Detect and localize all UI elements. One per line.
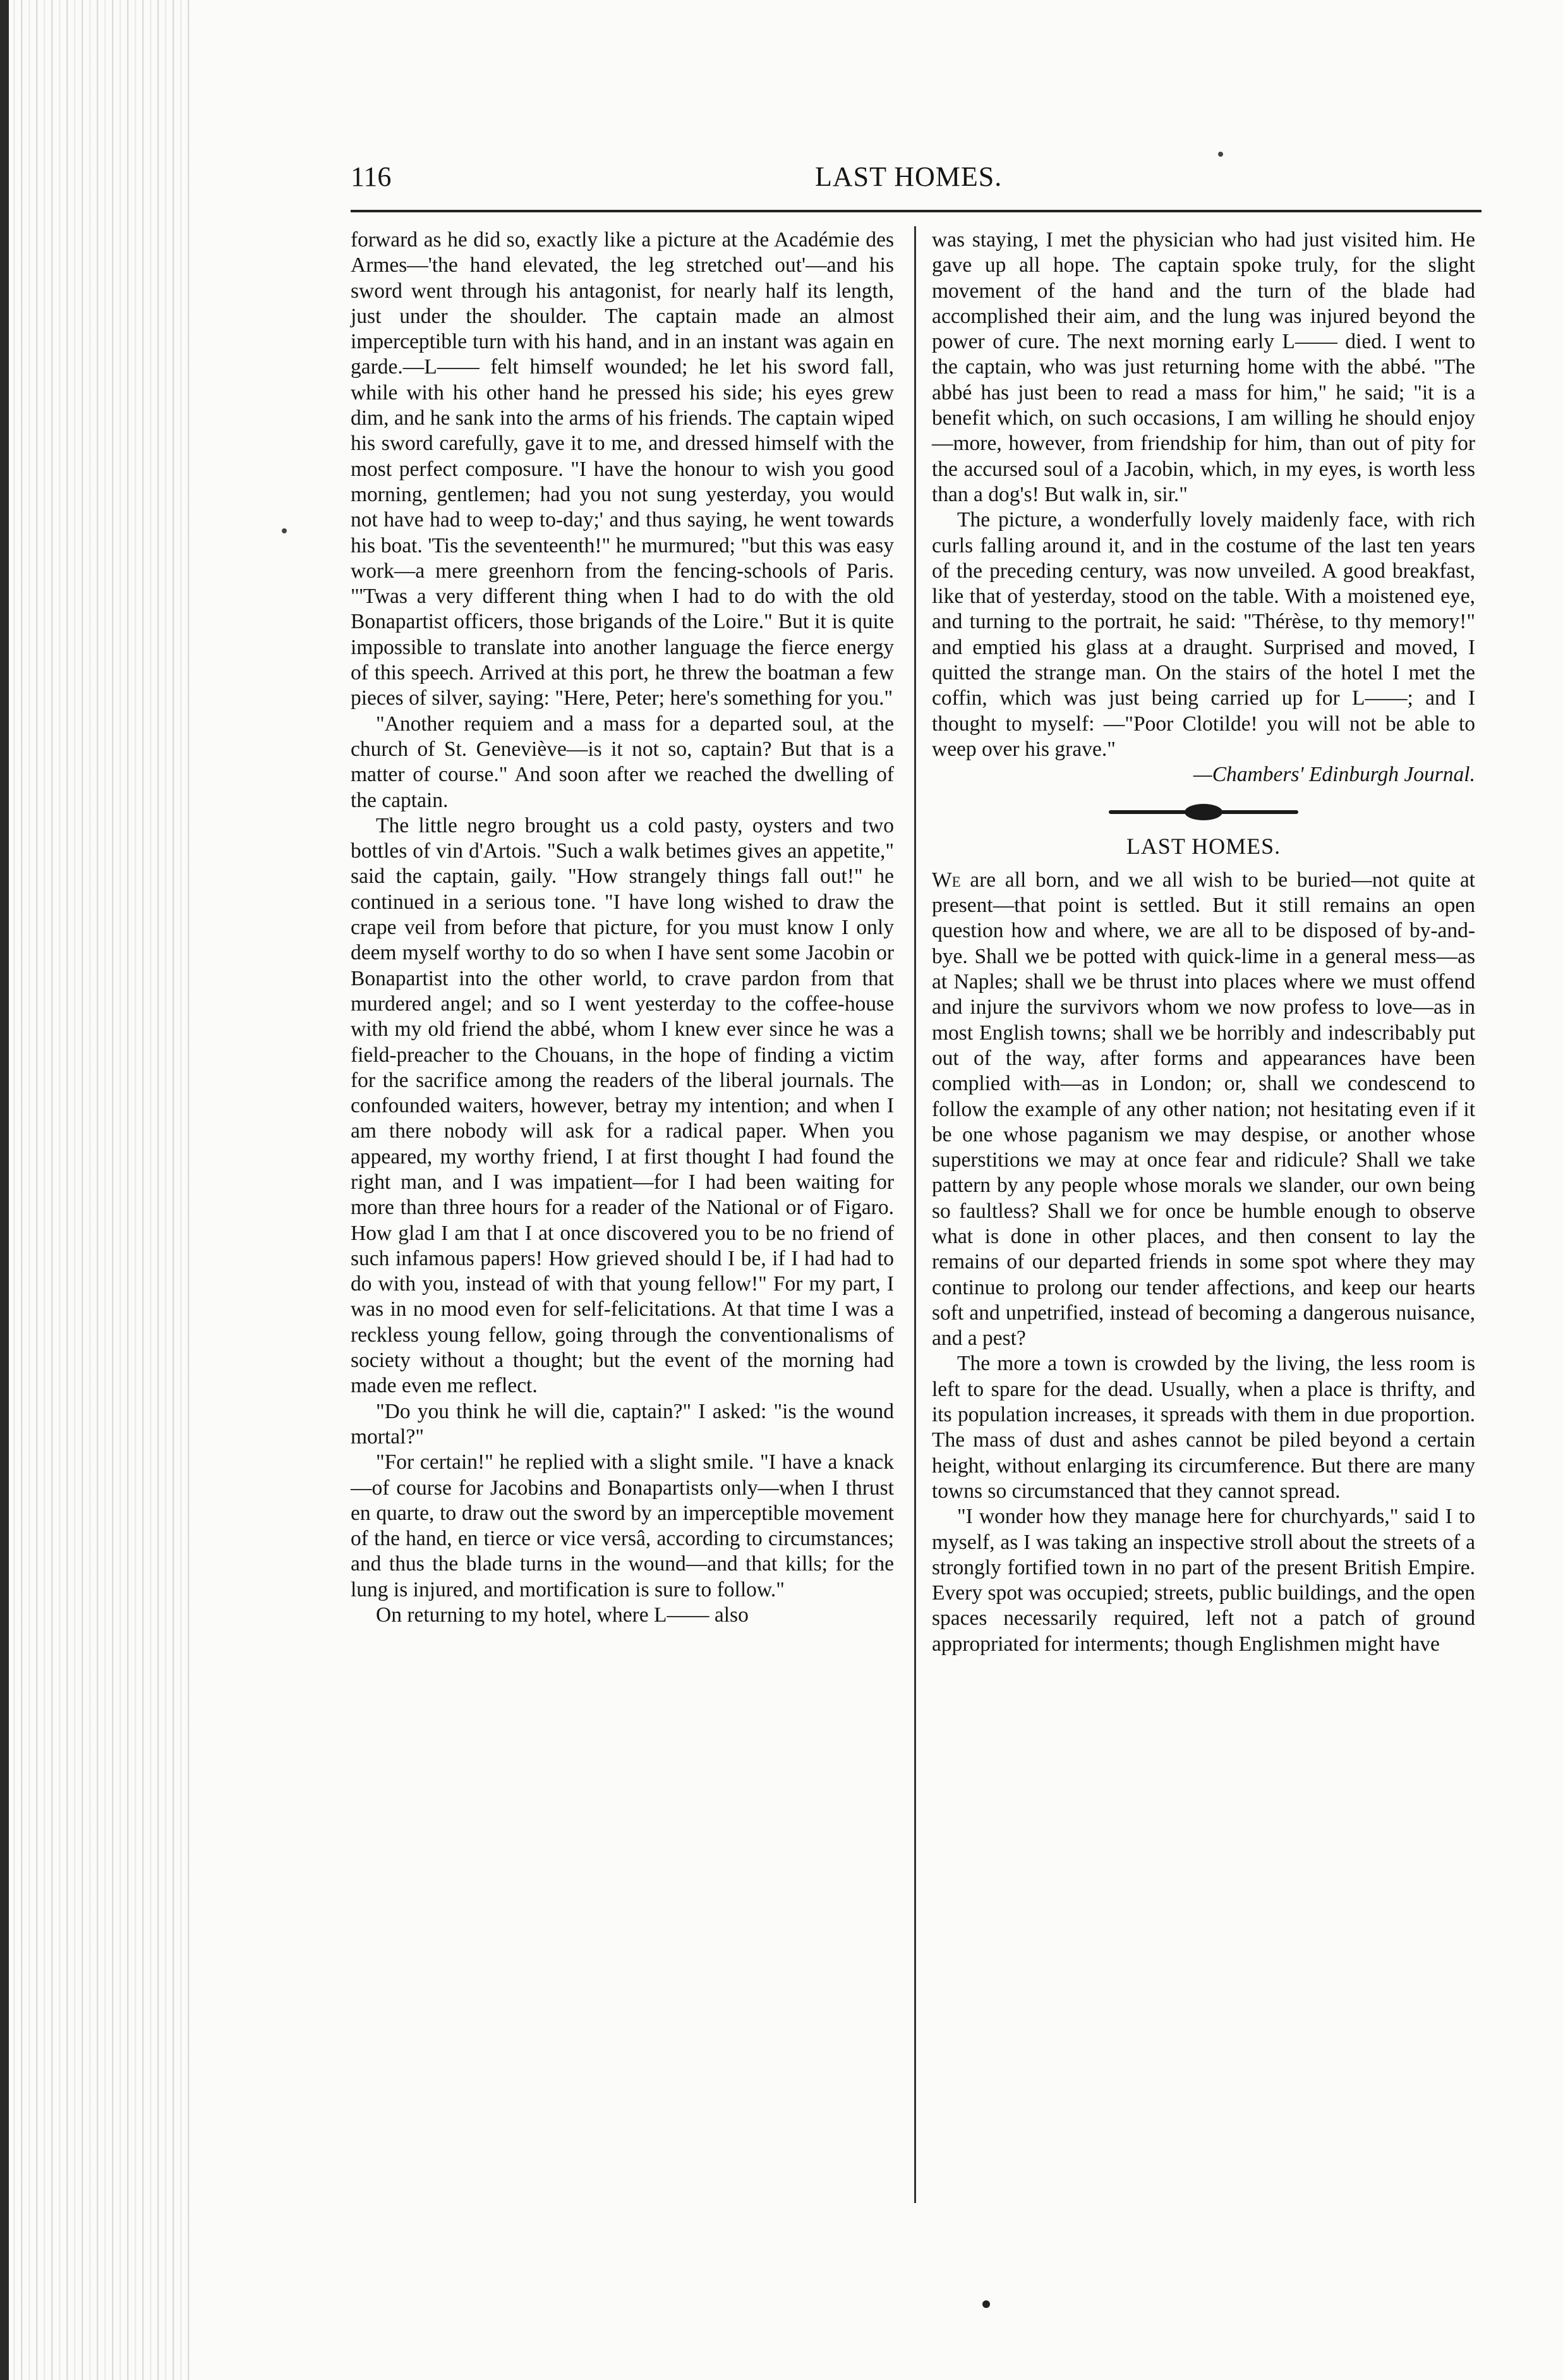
ink-speck	[1218, 152, 1223, 157]
page-number: 116	[351, 161, 392, 192]
paragraph: was staying, I met the physician who had just visited him. He gave up all hope. The captain spoke truly, for the slight movement of the hand and the turn of the blade had accomplished their aim, and the lung was injured beyond the power of cure. The next morning early L—— died. I went to the captain, who was just returning home with the abbé. "The abbé has just been to read a mass for him," he said; "it is a benefit which, on such occasions, I am willing he should enjoy—more, however, from friendship for him, than out of pity for the accursed soul of a Jacobin, which, in my eyes, is worth less than a dog's! But walk in, sir."	[932, 228, 1475, 506]
left-column	[351, 228, 894, 1628]
paragraph-text: are all born, and we all wish to be buried—not quite at present—that point is settled. But it still remains an open question how and where, we are all to be disposed of by-and-bye. Shall we be potted with quick-lime in a general mess—as at Naples; shall we be thrust into places where we must offend and injure the survivors whom we now profess to love—as in most English towns; shall we be horribly and indescribably put out of the way, after forms and appearances have been complied with—as in London; or, shall we condescend to follow the example of any other nation; not hesitating even if it be one whose paganism we may despise, or another whose superstitions we may at once fear and ridicule? Shall we take pattern by any people whose morals we slander, our own being so faultless? Shall we for once be humble enough to observe what is done in other places, and then consent to lay the remains of our departed friends in some spot where they may continue to prolong our tender affections, and keep our hearts soft and unpetrified, instead of becoming a dangerous nuisance, and a pest?	[932, 868, 1475, 1351]
separator-ornament	[1109, 810, 1298, 814]
right-column	[932, 228, 1475, 1657]
paragraph: The little negro brought us a cold pasty, oysters and two bottles of vin d'Artois. "Such a walk betimes gives an appetite," said the captain, gaily. "How strangely things fall out!" he continued in a serious tone. "I have long wished to draw the crape veil from before that picture, for you must know I only deem myself worthy to do so when I have sent some Jacobin or Bonapartist into the other world, to crave pardon from that murdered angel; and so I went yesterday to the coffee-house with my old friend the abbé, whom I knew ever since he was a field-preacher to the Chouans, in the hope of finding a victim for the sacrifice among the readers of the liberal journals. The confounded waiters, however, betray my intention; and when I am there nobody will ask for a radical paper. When you appeared, my worthy friend, I at first thought I had found the right man, and I was impatient—for I had been waiting for more than three hours for a reader of the National or of Figaro. How glad I am that I at once discovered you to be no friend of such infamous papers! How grieved should I be, if I had had to do with you, instead of with that young fellow!" For my part, I was in no mood even for self-felicitations. At that time I was a reckless young fellow, going through the conventionalisms of society without a thought; but the event of the morning had made even me reflect.	[351, 813, 894, 1398]
ornamental-separator	[932, 792, 1475, 832]
binding-gutter	[0, 0, 190, 2380]
paragraph: "For certain!" he replied with a slight smile. "I have a knack—of course for Jacobins and Bonapartists only—when I thrust en quarte, to draw out the sword by an imperceptible movement of the hand, en tierce or vice versâ, according to circumstances; and thus the blade turns in the wound—and that kills; for the lung is injured, and mortification is sure to follow."	[351, 1450, 894, 1601]
page-edge	[0, 0, 9, 2380]
column-divider	[914, 226, 916, 2203]
paragraph: On returning to my hotel, where L—— also	[376, 1603, 749, 1627]
paragraph: "Another requiem and a mass for a departed soul, at the church of St. Geneviève—is it not so, captain? But that is a matter of course." And soon after we reached the dwelling of the captain.	[351, 712, 894, 812]
paragraph: "I wonder how they manage here for churchyards," said I to myself, as I was taking an inspective stroll about the streets of a strongly fortified town in no part of the present British Empire. Every spot was occupied; streets, public buildings, and the open spaces necessarily required, left not a patch of ground appropriated for interments; though Englishmen might have	[932, 1505, 1475, 1656]
article-first-paragraph	[932, 868, 1475, 1352]
paragraph: The more a town is crowded by the living, the less room is left to spare for the dead. Usually, when a place is thrifty, and its population increases, it spreads with them in due proportion. The mass of dust and ashes cannot be piled beyond a certain height, without enlarging its circumference. But there are many towns so circumstanced that they cannot spread.	[932, 1352, 1475, 1503]
ink-speck	[282, 528, 287, 533]
paragraph: "Do you think he will die, captain?" I asked: "is the wound mortal?"	[351, 1399, 894, 1448]
paragraph: The picture, a wonderfully lovely maidenly face, with rich curls falling around it, and in the costume of the last ten years of the preceding century, was now unveiled. A good breakfast, like that of yesterday, stood on the table. With a moistened eye, and turning to the portrait, he said: "Thérèse, to thy memory!" and emptied his glass at a draught. Surprised and moved, I quitted the strange man. On the stairs of the hotel I met the coffin, which was just being carried up for L——; and I thought to myself: —"Poor Clotilde! you will not be able to weep over his grave."	[932, 508, 1475, 761]
paragraph: forward as he did so, exactly like a picture at the Académie des Armes—'the hand elevated, the leg stretched out'—and his sword went through his antagonist, for nearly half its length, just under the shoulder. The captain made an almost imperceptible turn with his hand, and in an instant was again en garde.—L—— felt himself wounded; he let his sword fall, while with his other hand he pressed his side; his eyes grew dim, and he sank into the arms of his friends. The captain wiped his sword carefully, gave it to me, and dressed himself with the most perfect composure. "I have the honour to wish you good morning, gentlemen; had you not sung yesterday, you would not have had to weep to-day;' and thus saying, he went towards his boat. 'Tis the seventeenth!" he murmured; "but this was easy work—a mere greenhorn from the fencing-schools of Paris. "'Twas a very different thing when I had to do with the old Bonapartist officers, those brigands of the Loire." But it is quite impossible to translate into another language the fierce energy of this speech. Arrived at this port, he threw the boatman a few pieces of silver, saying: "Here, Peter; here's something for you."	[351, 228, 894, 710]
header-rule	[351, 210, 1482, 212]
drop-word: We	[932, 868, 961, 892]
source-credit: —Chambers' Edinburgh Journal.	[1193, 763, 1475, 787]
ink-speck	[982, 2300, 990, 2308]
running-head: LAST HOMES.	[815, 161, 1003, 192]
article-title: LAST HOMES.	[1126, 833, 1281, 859]
